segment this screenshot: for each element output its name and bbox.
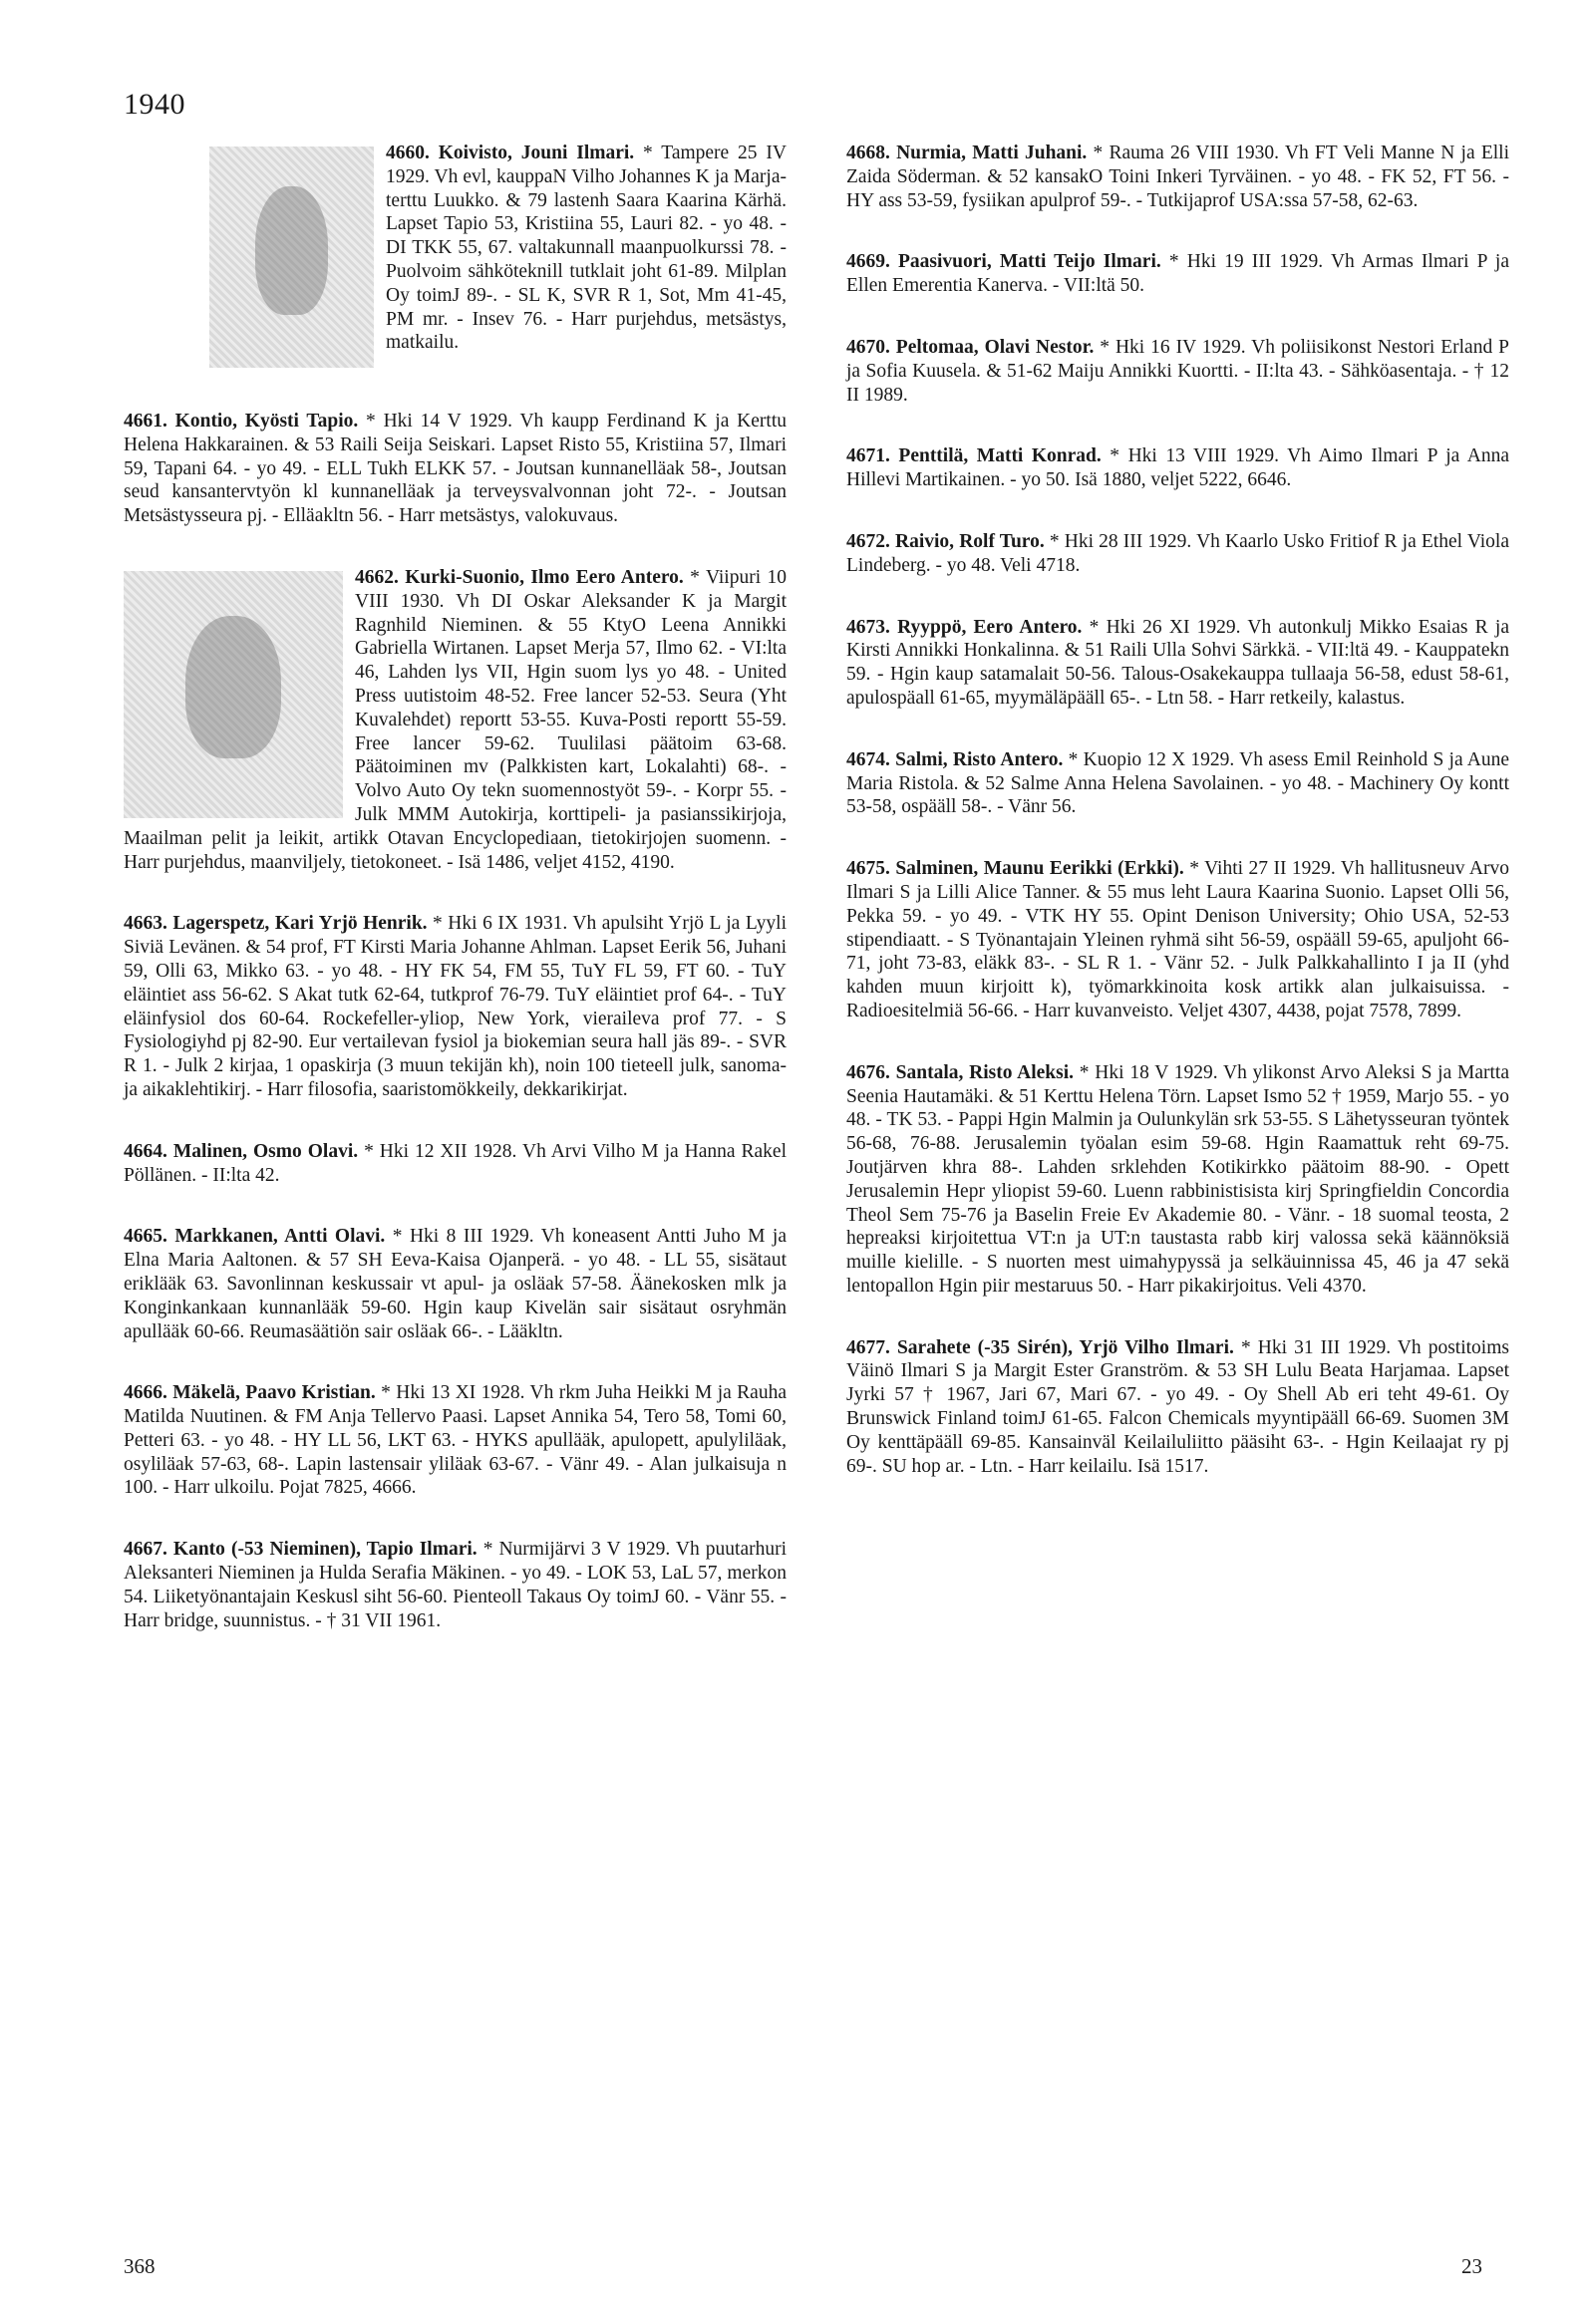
entry-body: * Hki 13 VIII 1929. Vh Aimo Ilmari P ja Anna Hillevi Martikainen. - yo 50. Isä 1880, veljet 5222, 6646. [846, 445, 1509, 491]
entry-body: * Hki 12 XII 1928. Vh Arvi Vilho M ja Hanna Rakel Pöllänen. - II:lta 42. [124, 1140, 787, 1186]
entry-body: * Tampere 25 IV 1929. Vh evl, kauppaN Vilho Johannes K ja Marja-terttu Luukko. & 79 lastenh Saara Kaarina Kärhä. Lapset Tapio 53, Kristiina 55, Lauri 82. - yo 48. - DI TKK 55, 67. valtakunnall maanpuolkurssi 78. - Puolvoim sähköteknill tutklait joht 61-89. Milplan Oy toimJ 89-. - SL K, SVR R 1, Sot, Mm 41-45, PM mr. - Insev 76. - Harr purjehdus, metsästys, matkailu. [386, 143, 787, 354]
entry-4665 [124, 1225, 787, 1343]
entry-title: 4674. Salmi, Risto Antero. [846, 748, 1064, 770]
portrait-photo-kurki-suonio [124, 571, 343, 818]
entry-4677 [846, 1336, 1509, 1479]
entry-title: 4670. Peltomaa, Olavi Nestor. [846, 336, 1095, 358]
entry-4676 [846, 1061, 1509, 1299]
entry-4661 [124, 410, 787, 528]
entry-title: 4663. Lagerspetz, Kari Yrjö Henrik. [124, 913, 428, 935]
entry-title: 4673. Ryyppö, Eero Antero. [846, 616, 1083, 638]
entry-title: 4667. Kanto (-53 Nieminen), Tapio Ilmari. [124, 1539, 477, 1561]
entry-title: 4661. Kontio, Kyösti Tapio. [124, 411, 359, 432]
entry-4668 [846, 142, 1509, 212]
entry-body: * Hki 26 XI 1929. Vh autonkulj Mikko Esaias R ja Kirsti Annikki Honkalinna. & 51 Raili Ulla Sohvi Särkkä. - VII:ltä 49. - Kauppatekn 59. - Hgin kaup satamalait 50-56. Talous-Osakekauppa tullaaja 56-58, edust 58-61, apulospäall 61-65, myymäläpääll 65-. - Ltn 58. - Harr retkeily, kalastus. [846, 616, 1509, 709]
entry-body: * Hki 31 III 1929. Vh postitoims Väinö Ilmari S ja Margit Ester Granström. & 53 SH Lulu Beata Harjamaa. Lapset Jyrki 57 † 1967, Jari 67, Mari 67. - yo 49. - Oy Shell Ab eri teht 49-61. Oy Brunswick Finland toimJ 61-65. Falcon Chemicals myyntipääll 66-69. Suomen 3M Oy kenttäpääll 69-85. Kansainväl Keilailuliitto pääsiht 63-. - Hgin Keilaajat ry pj 69-. SU hop ar. - Ltn. - Harr keilailu. Isä 1517. [846, 1336, 1509, 1477]
entry-title: 4676. Santala, Risto Aleksi. [846, 1061, 1075, 1083]
entry-body: * Hki 13 XI 1928. Vh rkm Juha Heikki M ja Rauha Matilda Nuutinen. & FM Anja Tellervo Paasi. Lapset Annika 54, Tero 58, Tomi 60, Petteri 63. - yo 48. - HY LL 56, LKT 63. - HYKS apullääk, apulopett, apulyliläak, osyliläak 57-63, 68-. Lapin lastensair yliläak 63-67. - Vänr 49. - Alan julkaisuja n 100. - Harr ulkoilu. Pojat 7825, 4666. [124, 1382, 787, 1499]
entry-title: 4675. Salminen, Maunu Eerikki (Erkki). [846, 858, 1184, 880]
entry-title: 4672. Raivio, Rolf Turo. [846, 530, 1045, 552]
entry-4666 [124, 1381, 787, 1500]
entry-title: 4668. Nurmia, Matti Juhani. [846, 143, 1088, 163]
entry-4669 [846, 250, 1509, 298]
entry-4673 [846, 616, 1509, 711]
entry-4663 [124, 912, 787, 1101]
entry-4674 [846, 748, 1509, 819]
entry-title: 4669. Paasivuori, Matti Teijo Ilmari. [846, 251, 1161, 273]
entry-title: 4660. Koivisto, Jouni Ilmari. [386, 143, 635, 163]
entry-4670 [846, 336, 1509, 407]
page-number: 368 [124, 2254, 156, 2278]
entry-title: 4666. Mäkelä, Paavo Kristian. [124, 1382, 376, 1404]
right-column [846, 142, 1509, 1516]
entry-4664 [124, 1140, 787, 1188]
printer-signature: 23 [1461, 2254, 1482, 2278]
entry-4675 [846, 857, 1509, 1023]
entry-body: * Rauma 26 VIII 1930. Vh FT Veli Manne N ja Elli Zaida Söderman. & 52 kansakO Toini Inkeri Tyrväinen. - yo 48. - FK 52, FT 56. - HY ass 53-59, fysiikan apulprof 59-. - Tutkijaprof USA:ssa 57-58, 62-63. [846, 143, 1509, 211]
entry-body: * Nurmijärvi 3 V 1929. Vh puutarhuri Aleksanteri Nieminen ja Hulda Serafia Mäkinen. - yo 49. - LOK 53, LaL 57, merkon 54. Liiketyönantajain Keskusl siht 56-60. Pienteoll Takaus Oy toimJ 60. - Vänr 55. - Harr bridge, suunnistus. - † 31 VII 1961. [124, 1539, 787, 1631]
entry-title: 4671. Penttilä, Matti Konrad. [846, 445, 1102, 467]
entry-4662 [124, 566, 787, 874]
entry-body: * Vihti 27 II 1929. Vh hallitusneuv Arvo Ilmari S ja Lilli Alice Tanner. & 55 mus leht Laura Kaarina Suonio. Lapset Olli 56, Pekka 59. - yo 49. - VTK HY 55. Opint Denison University; Ohio USA, 52-53 stipendiaatt. - S Työnantajain Yleinen ryhmä siht 56-59, ospääll 59-65, apuljoht 66-71, joht 73-83, eläkk 83-. - SL R 1. - Vänr 52. - Julk Palkkahallinto I ja II (yhd kahden muun kirjoitt k), työmarkkinoita kosk artikk alan julkaisuissa. - Radioesitelmiä 56-66. - Harr kuvanveisto. Veljet 4307, 4438, pojat 7578, 7899. [846, 858, 1509, 1021]
page-header-year: 1940 [124, 88, 185, 121]
entry-title: 4677. Sarahete (-35 Sirén), Yrjö Vilho Ilmari. [846, 1336, 1234, 1358]
entry-4671 [846, 444, 1509, 492]
entry-4672 [846, 530, 1509, 578]
left-column [124, 142, 787, 1670]
entry-body: * Hki 16 IV 1929. Vh poliisikonst Nestori Erland P ja Sofia Kuusela. & 51-62 Maiju Annikki Kuortti. - II:lta 43. - Sähköasentaja. - † 12 II 1989. [846, 336, 1509, 406]
entry-body: * Hki 14 V 1929. Vh kaupp Ferdinand K ja Kerttu Helena Hakkarainen. & 53 Raili Seija Seiskari. Lapset Risto 55, Kristiina 57, Ilmari 59, Tapani 64. - yo 49. - ELL Tukh ELKK 57. - Joutsan kunnanelläak 58-, Joutsan seud kansantervtyön kl kunnanelläak ja terveysvalvonnan joht 72-. - Joutsan Metsästysseura pj. - Elläakltn 56. - Harr metsästys, valokuvaus. [124, 411, 787, 527]
portrait-photo-koivisto [209, 146, 374, 368]
entry-body: * Kuopio 12 X 1929. Vh asess Emil Reinhold S ja Aune Maria Ristola. & 52 Salme Anna Helena Savolainen. - yo 48. - Machinery Oy kontt 53-58, ospääll 58-. - Vänr 56. [846, 748, 1509, 818]
entry-body: * Viipuri 10 VIII 1930. Vh DI Oskar Aleksander K ja Margit Ragnhild Nieminen. & 55 KtyO Leena Annikki Gabriella Wirtanen. Lapset Merja 57, Ilmo 62. - VI:lta 46, Lahden lys VII, Hgin suom lys yo 48. - United Press uutistoim 48-52. Free lancer 52-53. Seura (Yht Kuvalehdet) reportt 53-55. Kuva-Posti reportt 55-59. Free lancer 59-62. Tuulilasi päätoim 63-68. Päätoiminen mv (Palkkisten kart, Lokalahti) 68-. - Volvo Auto Oy tekn suomennostyöt 59-. - Korpr 55. - Julk MMM Autokirja, korttipeli- ja pasianssikirjoja, Maailman pelit ja leikit, artikk Otavan Encyclopediaan, tietokirjojen suomenn. - Harr purjehdus, maanviljely, tietokoneet. - Isä 1486, veljet 4152, 4190. [124, 566, 787, 873]
entry-body: * Hki 19 III 1929. Vh Armas Ilmari P ja Ellen Emerentia Kanerva. - VII:ltä 50. [846, 251, 1509, 297]
entry-title: 4664. Malinen, Osmo Olavi. [124, 1140, 359, 1162]
entry-title: 4665. Markkanen, Antti Olavi. [124, 1226, 386, 1248]
entry-body: * Hki 18 V 1929. Vh ylikonst Arvo Aleksi S ja Martta Seenia Hautamäki. & 51 Kerttu Helena Törn. Lapset Ismo 52 † 1959, Marjo 55. - yo 48. - TK 53. - Pappi Hgin Malmin ja Oulunkylän srk 53-55. S Lähetysseuran työntek 56-68, 76-88. Jerusalemin työalan esim 59-68. Hgin Raamattuk reht 69-75. Joutjärven khra 88-. Lahden srklehden Kotikirkko päätoim 88-90. - Opett Jerusalemin Hepr yliopist 59-60. Luenn rabbinistisista kirj Springfieldin Concordia Theol Sem 75-76 ja Baselin Freie Ev Akademie 80. - Vänr. - 18 suomal teosta, 2 hepreaksi kirjoitettua VT:n ja UT:n taustasta rabb kirj valossa sekä käännöksiä muille kielille. - S nuorten mest uimahypyssä ja selkäuinnissa 45, 46 ja 47 sekä lentopallon Hgin piir mestaruus 50. - Harr pikakirjoitus. Veli 4370. [846, 1061, 1509, 1297]
entry-body: * Hki 28 III 1929. Vh Kaarlo Usko Fritiof R ja Ethel Viola Lindeberg. - yo 48. Veli 4718. [846, 530, 1509, 576]
entry-body: * Hki 6 IX 1931. Vh apulsiht Yrjö L ja Lyyli Siviä Levänen. & 54 prof, FT Kirsti Maria Johanne Ahlman. Lapset Eerik 56, Juhani 59, Olli 63, Mikko 63. - yo 48. - HY FK 54, FM 55, TuY FL 59, FT 60. - TuY eläintiet ass 56-62. S Akat tutk 62-64, tutkprof 76-79. TuY eläintiet prof 64-. - TuY eläinfysiol dos 60-64. Rockefeller-yliop, New York, vieraileva prof 77. - S Fysiologiyhd pj 82-90. Eur vertailevan fysiol ja biokemian seura hall jäs 89-. - SVR R 1. - Julk 2 kirjaa, 1 opaskirja (3 muun tekijän kh), noin 100 tieteell julk, sanoma- ja aikaklehtikirj. - Harr filosofia, saaristomökkeily, dekkarikirjat. [124, 913, 787, 1100]
entry-title: 4662. Kurki-Suonio, Ilmo Eero Antero. [355, 566, 684, 588]
entry-body: * Hki 8 III 1929. Vh koneasent Antti Juho M ja Elna Maria Aaltonen. & 57 SH Eeva-Kaisa Ojanperä. - yo 48. - LL 55, sisätaut eriklääk 63. Savonlinnan keskussair vt apul- ja osläak 57-58. Äänekosken mlk ja Konginkankaan kunnanlääk 59-60. Hgin kaup Kivelän sair sisätaut osryhmän apullääk 60-66. Reumasäätiön sair osläak 66-. - Lääkltn. [124, 1226, 787, 1342]
entry-4667 [124, 1538, 787, 1632]
entry-4660 [124, 142, 787, 372]
